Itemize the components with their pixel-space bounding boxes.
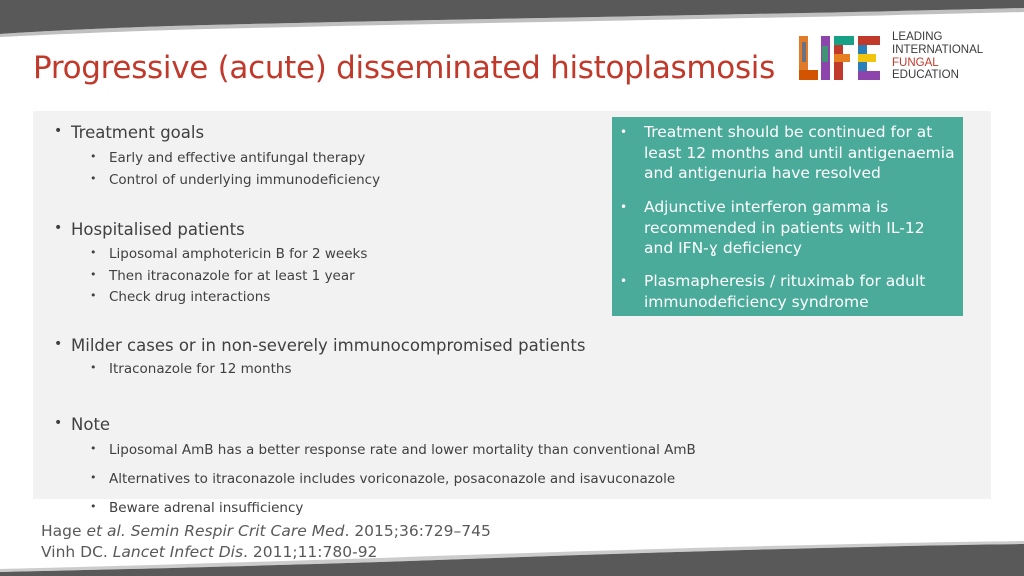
slide-title: Progressive (acute) disseminated histoplasmosis	[33, 50, 775, 86]
sub-bullet: • Itraconazole for 12 months	[109, 361, 291, 377]
bullet-milder-cases: • Milder cases or in non-severely immunocompromised patients	[71, 336, 585, 355]
bullet-note: • Note	[71, 415, 110, 434]
callout-bullet-plasmapheresis: • Plasmapheresis / rituximab for adult immunodeficiency syndrome	[644, 271, 956, 312]
life-logo-mark	[798, 32, 884, 84]
bullet-treatment-goals: • Treatment goals	[71, 123, 204, 142]
sub-bullet: • Control of underlying immunodeficiency	[109, 172, 380, 188]
sub-bullet: • Liposomal AmB has a better response rate and lower mortality than conventional AmB	[109, 442, 696, 458]
sub-bullet: • Early and effective antifungal therapy	[109, 150, 365, 166]
logo-line-education: EDUCATION	[892, 69, 959, 82]
logo-line-leading: LEADING	[892, 31, 943, 43]
reference-hage: Hage et al. Semin Respir Crit Care Med. 2015;36:729–745	[41, 522, 491, 540]
callout-bullet-interferon: • Adjunctive interferon gamma is recommended in patients with IL-12 and IFN-ɣ deficiency	[644, 197, 956, 259]
logo-wordmark	[892, 31, 983, 82]
sub-bullet: • Alternatives to itraconazole includes voriconazole, posaconazole and isavuconazole	[109, 471, 675, 487]
sub-bullet: • Then itraconazole for at least 1 year	[109, 268, 355, 284]
logo-line-international: INTERNATIONAL	[892, 43, 984, 56]
reference-vinh: Vinh DC. Lancet Infect Dis. 2011;11:780-92	[41, 543, 378, 561]
sub-bullet: • Beware adrenal insufficiency	[109, 500, 303, 516]
bullet-hospitalised-patients: • Hospitalised patients	[71, 220, 245, 239]
life-logo	[798, 30, 998, 84]
references	[41, 521, 491, 563]
callout-bullet-duration: • Treatment should be continued for at least 12 months and until antigenaemia and antigenuria have resolved	[644, 122, 956, 184]
sub-bullet: • Check drug interactions	[109, 289, 270, 305]
logo-line-fungal: FUNGAL	[892, 56, 939, 69]
sub-bullet: • Liposomal amphotericin B for 2 weeks	[109, 246, 367, 262]
callout-box	[612, 117, 963, 316]
